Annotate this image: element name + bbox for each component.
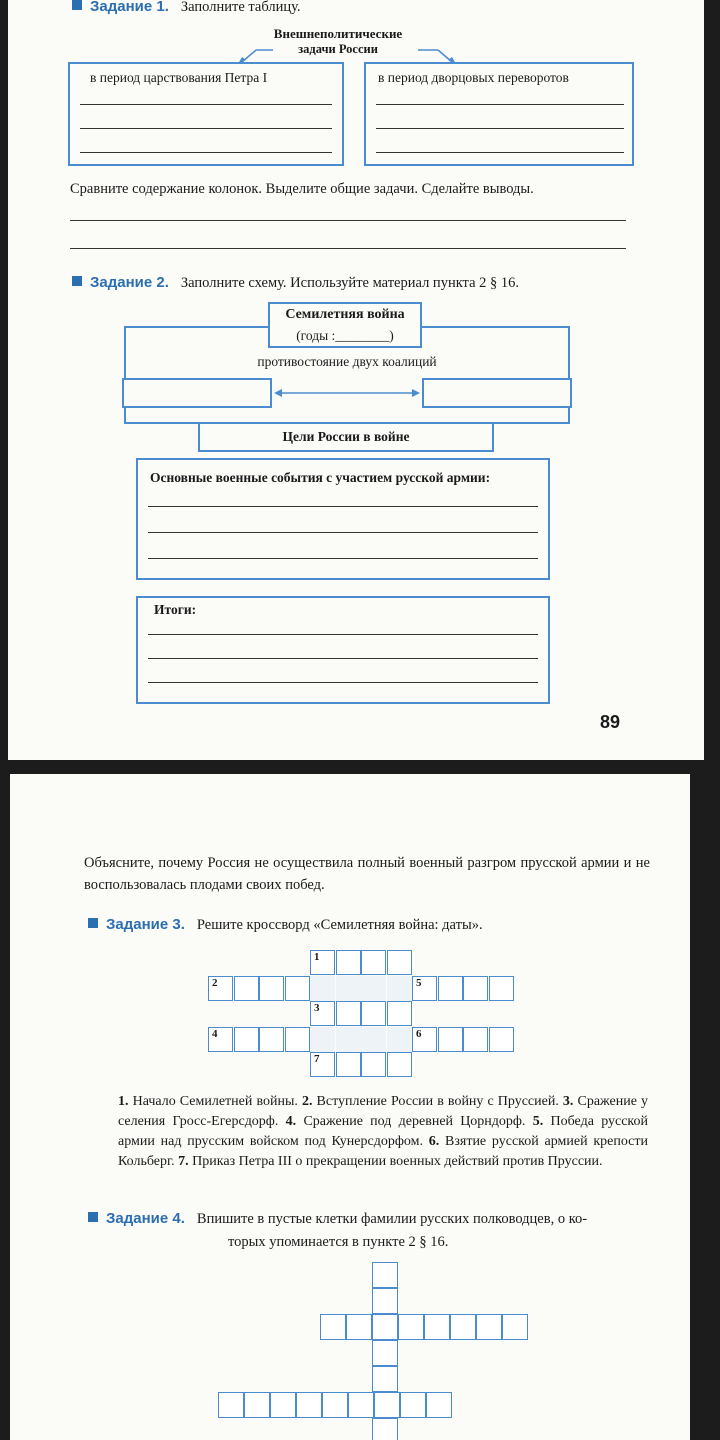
task1-label: Задание 1. — [90, 0, 169, 15]
answer-line[interactable] — [80, 128, 332, 129]
crossword-cell[interactable] — [412, 1027, 437, 1052]
crossword-cell[interactable] — [387, 1001, 412, 1026]
task4-text-line1: Впишите в пустые клетки фамилии русских полководцев, о ко- — [196, 1211, 588, 1227]
answer-line[interactable] — [376, 128, 624, 129]
clue: 5. Победа русской армии над прусским войском под Кунерсдорфом. — [118, 1114, 649, 1149]
goals-label: Цели России в войне — [282, 429, 410, 444]
coalitions-label: противостояние двух коалиций — [257, 354, 437, 369]
clue-number: 7 — [314, 1053, 320, 1065]
commanders-grid — [208, 1262, 538, 1440]
crossword-cell[interactable] — [336, 1001, 361, 1026]
workbook-page-90 — [10, 774, 690, 1440]
name-cell[interactable] — [372, 1418, 398, 1440]
peter-period-box — [68, 62, 344, 166]
crossword-cell[interactable] — [234, 1027, 259, 1052]
crossword-grid — [208, 950, 528, 1080]
clue: 6. Взятие русской армией крепости Кольберг. — [118, 1134, 649, 1169]
task4-label: Задание 4. — [106, 1210, 185, 1227]
crossword-cell[interactable] — [310, 1001, 335, 1026]
crossword-gap — [361, 976, 386, 1001]
answer-line[interactable] — [148, 682, 538, 683]
war-title-box — [268, 302, 422, 348]
name-cell[interactable] — [476, 1314, 502, 1340]
coups-period-label: в период дворцовых переворотов — [378, 70, 569, 85]
clue-number: 6 — [416, 1027, 422, 1040]
crossword-cell[interactable] — [259, 976, 284, 1001]
name-cell[interactable] — [372, 1262, 398, 1288]
events-box — [136, 458, 550, 580]
name-cell[interactable] — [372, 1314, 398, 1340]
task2-header — [72, 274, 519, 292]
task-bullet-icon — [88, 918, 98, 928]
task1-header — [72, 0, 301, 16]
name-cell[interactable] — [296, 1392, 322, 1418]
crossword-cell[interactable] — [361, 1052, 386, 1077]
name-cell[interactable] — [450, 1314, 476, 1340]
crossword-cell[interactable] — [387, 1052, 412, 1077]
name-cell[interactable] — [346, 1314, 372, 1340]
task-bullet-icon — [72, 276, 82, 286]
name-cell[interactable] — [218, 1392, 244, 1418]
double-arrow-icon — [272, 386, 422, 400]
task-bullet-icon — [72, 0, 82, 10]
crossword-clues — [118, 1092, 648, 1172]
crossword-gap — [336, 1027, 361, 1052]
crossword-cell[interactable] — [438, 1027, 463, 1052]
name-cell[interactable] — [398, 1314, 424, 1340]
name-cell[interactable] — [320, 1314, 346, 1340]
workbook-page-89 — [8, 0, 704, 760]
clue: 1. Начало Семилетней войны. — [118, 1094, 298, 1109]
crossword-cell[interactable] — [412, 976, 437, 1001]
name-cell[interactable] — [374, 1392, 400, 1418]
answer-line[interactable] — [376, 152, 624, 153]
peter-period-label: в период царствования Петра I — [90, 70, 268, 85]
compare-instruction: Сравните содержание колонок. Выделите общие задачи. Сделайте выводы. — [70, 181, 534, 197]
crossword-cell[interactable] — [310, 1052, 335, 1077]
crossword-cell[interactable] — [234, 976, 259, 1001]
goals-box — [198, 422, 494, 452]
coups-period-box — [364, 62, 634, 166]
answer-line[interactable] — [148, 658, 538, 659]
crossword-cell[interactable] — [438, 976, 463, 1001]
answer-line[interactable] — [148, 558, 538, 559]
task4-header — [88, 1210, 587, 1228]
crossword-cell[interactable] — [208, 976, 233, 1001]
name-cell[interactable] — [372, 1366, 398, 1392]
name-cell[interactable] — [322, 1392, 348, 1418]
clue: 2. Вступление России в войну с Пруссией. — [301, 1094, 559, 1109]
crossword-cell[interactable] — [489, 1027, 514, 1052]
crossword-cell[interactable] — [285, 976, 310, 1001]
task3-label: Задание 3. — [106, 916, 185, 933]
task3-header — [88, 916, 483, 934]
name-cell[interactable] — [502, 1314, 528, 1340]
foreign-policy-subtitle: задачи России — [298, 42, 378, 56]
name-cell[interactable] — [372, 1288, 398, 1314]
page-number: 89 — [600, 712, 621, 732]
events-label: Основные военные события с участием русской армии: — [150, 470, 491, 485]
crossword-cell[interactable] — [489, 976, 514, 1001]
results-box — [136, 596, 550, 704]
clue-number: 1 — [314, 951, 320, 963]
clue: 7. Приказ Петра III о прекращении военных действий против Пруссии. — [178, 1154, 603, 1169]
task1-text: Заполните таблицу. — [180, 0, 301, 15]
name-cell[interactable] — [400, 1392, 426, 1418]
clue: 3. Сражение у селения Гросс-Егерсдорф. — [118, 1094, 649, 1129]
answer-line[interactable] — [80, 104, 332, 105]
clue-number: 4 — [212, 1027, 218, 1040]
crossword-gap — [310, 1027, 335, 1052]
crossword-cell[interactable] — [259, 1027, 284, 1052]
answer-line[interactable] — [70, 220, 626, 221]
task2-label: Задание 2. — [90, 274, 169, 291]
war-title: Семилетняя война — [285, 307, 405, 322]
task4-text-line2: торых упоминается в пункте 2 § 16. — [228, 1234, 449, 1250]
answer-line[interactable] — [148, 634, 538, 635]
coalition-right-box[interactable] — [422, 378, 572, 408]
split-arrows-icon — [238, 40, 458, 64]
results-label: Итоги: — [154, 602, 197, 617]
answer-line[interactable] — [148, 506, 538, 507]
coalition-left-box[interactable] — [122, 378, 272, 408]
war-years: (годы :________) — [296, 328, 394, 343]
crossword-gap — [387, 976, 412, 1001]
answer-line[interactable] — [148, 532, 538, 533]
crossword-cell[interactable] — [463, 976, 488, 1001]
name-cell[interactable] — [244, 1392, 270, 1418]
crossword-cell[interactable] — [361, 950, 386, 975]
name-cell[interactable] — [424, 1314, 450, 1340]
clue-number: 5 — [416, 976, 422, 989]
crossword-cell[interactable] — [208, 1027, 233, 1052]
crossword-gap — [361, 1027, 386, 1052]
name-cell[interactable] — [270, 1392, 296, 1418]
answer-line[interactable] — [70, 248, 626, 249]
task-bullet-icon — [88, 1212, 98, 1222]
crossword-cell[interactable] — [463, 1027, 488, 1052]
answer-line[interactable] — [80, 152, 332, 153]
crossword-cell[interactable] — [310, 950, 335, 975]
crossword-gap — [310, 976, 335, 1001]
task3-text: Решите кроссворд «Семилетняя война: даты». — [196, 917, 483, 933]
question-text: Объясните, почему Россия не осуществила полный военный разгром прусской армии и не воспользовалась плодами своих побед. — [84, 855, 650, 893]
clue-number: 3 — [314, 1002, 320, 1014]
crossword-gap — [387, 1027, 412, 1052]
crossword-cell[interactable] — [285, 1027, 310, 1052]
crossword-gap — [336, 976, 361, 1001]
name-cell[interactable] — [426, 1392, 452, 1418]
name-cell[interactable] — [348, 1392, 374, 1418]
crossword-cell[interactable] — [387, 950, 412, 975]
task2-text: Заполните схему. Используйте материал пункта 2 § 16. — [180, 275, 520, 291]
crossword-cell[interactable] — [336, 950, 361, 975]
clue: 4. Сражение под деревней Цорндорф. — [285, 1114, 526, 1129]
crossword-cell[interactable] — [336, 1052, 361, 1077]
name-cell[interactable] — [372, 1340, 398, 1366]
crossword-cell[interactable] — [361, 1001, 386, 1026]
foreign-policy-title: Внешнеполитические — [273, 26, 403, 41]
answer-line[interactable] — [376, 104, 624, 105]
clue-number: 2 — [212, 976, 218, 989]
